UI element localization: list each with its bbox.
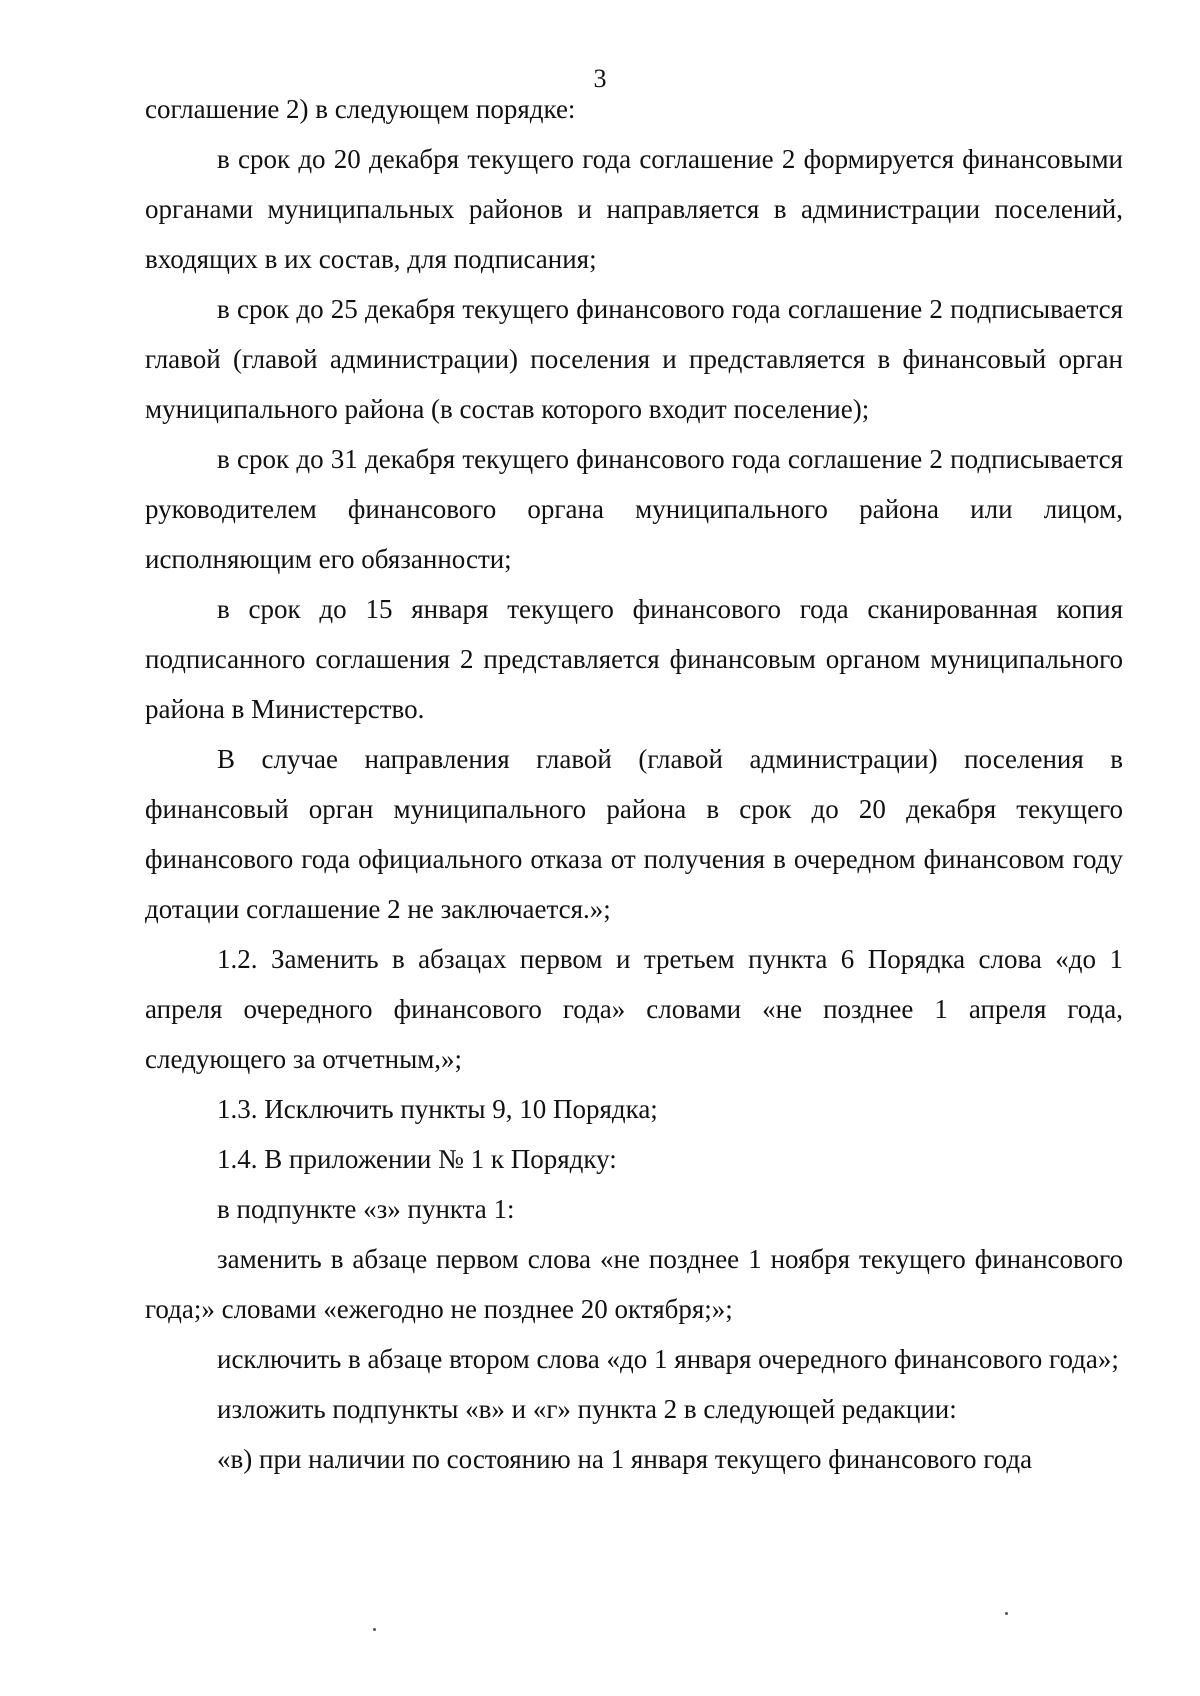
paragraph: 1.4. В приложении № 1 к Порядку: bbox=[217, 1144, 617, 1174]
scan-speck bbox=[373, 1628, 376, 1631]
paragraph: заменить в абзаце первом слова «не позднее 1 ноября текущего финансового года;» словами «ежегодно не позднее 20 октября;»; bbox=[145, 1244, 1123, 1324]
paragraph: В случае направления главой (главой администрации) поселения в финансовый орган муниципального района в срок до 20 декабря текущего финансового года официального отказа от получения в очередном финансовом году дотации соглашение 2 не заключается.»; bbox=[145, 744, 1123, 924]
paragraph: исключить в абзаце втором слова «до 1 января очередного финансового года»; bbox=[217, 1344, 1119, 1374]
paragraph: «в) при наличии по состоянию на 1 января текущего финансового года bbox=[217, 1444, 1033, 1474]
paragraph: 1.2. Заменить в абзацах первом и третьем пункта 6 Порядка слова «до 1 апреля очередного финансового года» словами «не позднее 1 апреля года, следующего за отчетным,»; bbox=[145, 944, 1123, 1074]
page-number: 3 bbox=[593, 64, 607, 93]
scan-speck bbox=[1005, 1612, 1008, 1615]
paragraph: в срок до 25 декабря текущего финансового года соглашение 2 подписывается главой (главой администрации) поселения и представляется в финансовый орган муниципального района (в состав которого входит поселение); bbox=[145, 294, 1123, 424]
paragraph: в срок до 15 января текущего финансового года сканированная копия подписанного соглашения 2 представляется финансовым органом муниципального района в Министерство. bbox=[145, 594, 1123, 724]
paragraph: соглашение 2) в следующем порядке: bbox=[145, 94, 576, 124]
paragraph: изложить подпункты «в» и «г» пункта 2 в следующей редакции: bbox=[217, 1394, 957, 1424]
paragraph: в подпункте «з» пункта 1: bbox=[217, 1194, 515, 1224]
document-body bbox=[145, 84, 1123, 1484]
paragraph: в срок до 31 декабря текущего финансового года соглашение 2 подписывается руководителем финансового органа муниципального района или лицом, исполняющим его обязанности; bbox=[145, 444, 1123, 574]
paragraph: в срок до 20 декабря текущего года соглашение 2 формируется финансовыми органами муниципальных районов и направляется в администрации поселений, входящих в их состав, для подписания; bbox=[145, 144, 1123, 274]
paragraph: 1.3. Исключить пункты 9, 10 Порядка; bbox=[217, 1094, 658, 1124]
